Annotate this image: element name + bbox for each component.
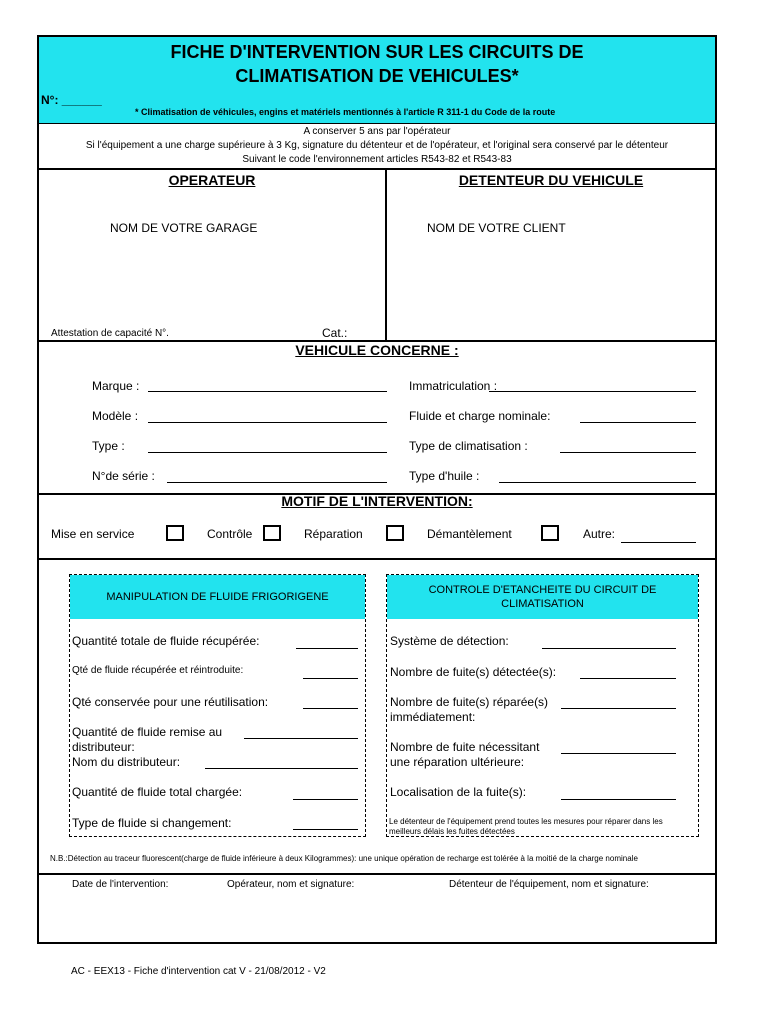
vehicule-heading: VEHICULE CONCERNE : <box>295 342 459 358</box>
detenteur-note <box>389 817 663 837</box>
conservation-notice <box>39 125 715 167</box>
fluide-charge-label: Fluide et charge nominale: <box>409 409 551 423</box>
serie-input[interactable] <box>167 482 387 483</box>
controle-heading-line2: CLIMATISATION <box>501 598 584 610</box>
notice-line2: Si l'équipement a une charge supérieure à 3 Kg, signature du détenteur et de l'opérateur, et l'original sera conservé par le détenteur <box>85 140 669 151</box>
qte-recuperee-input[interactable] <box>296 648 358 649</box>
marque-label: Marque : <box>92 379 140 393</box>
modele-input[interactable] <box>148 422 387 423</box>
form-title-line2: CLIMATISATION DE VEHICULES* <box>235 66 519 86</box>
manipulation-heading: MANIPULATION DE FLUIDE FRIGORIGENE <box>70 575 365 619</box>
demantelement-label: Démantèlement <box>427 527 512 541</box>
date-intervention-label: Date de l'intervention: <box>72 879 169 890</box>
footer-reference: AC - EEX13 - Fiche d'intervention cat V - 21/08/2012 - V2 <box>71 966 326 977</box>
fuites-ulterieure-label-2: une réparation ultérieure: <box>390 755 525 769</box>
fuites-detectees-input[interactable] <box>580 678 676 679</box>
qte-conservee-label: Qté conservée pour une réutilisation: <box>72 695 269 709</box>
notice-line3: Suivant le code l'environnement articles R543-82 et R543-83 <box>242 154 512 165</box>
demantelement-checkbox[interactable] <box>541 525 559 541</box>
qte-remise-label-2: distributeur: <box>72 740 135 754</box>
type-fluide-input[interactable] <box>293 829 358 830</box>
qte-chargee-label: Quantité de fluide total chargée: <box>72 785 243 799</box>
operateur-signature-label: Opérateur, nom et signature: <box>227 879 355 890</box>
localisation-input[interactable] <box>561 799 676 800</box>
systeme-input[interactable] <box>542 648 676 649</box>
modele-label: Modèle : <box>92 409 139 423</box>
cat-label: Cat.: <box>322 326 348 340</box>
fluide-charge-input[interactable] <box>580 422 696 423</box>
form-number-field[interactable]: N°: ______ <box>41 93 102 107</box>
divider <box>39 168 715 170</box>
autre-input[interactable] <box>621 542 696 543</box>
serie-label: N°de série : <box>92 469 155 483</box>
fuites-reparees-input[interactable] <box>561 708 676 709</box>
qte-reintroduite-input[interactable] <box>303 678 358 679</box>
controle-label: Contrôle <box>207 527 253 541</box>
qte-chargee-input[interactable] <box>293 799 358 800</box>
type-clim-label: Type de climatisation : <box>409 439 528 453</box>
column-divider <box>385 168 387 340</box>
qte-recuperee-label: Quantité totale de fluide récupérée: <box>72 634 260 648</box>
form-title-line1: FICHE D'INTERVENTION SUR LES CIRCUITS DE <box>170 42 584 62</box>
fuites-reparees-label-2: immédiatement: <box>390 710 476 724</box>
immatriculation-input[interactable] <box>489 391 696 392</box>
intervention-form <box>37 35 717 944</box>
divider <box>39 873 715 875</box>
immatriculation-label: Immatriculation : <box>409 379 498 393</box>
type-label: Type : <box>92 439 125 453</box>
type-huile-label: Type d'huile : <box>409 469 480 483</box>
controle-checkbox[interactable] <box>263 525 281 541</box>
autre-label: Autre: <box>583 527 616 541</box>
type-huile-input[interactable] <box>499 482 696 483</box>
nom-distributeur-label: Nom du distributeur: <box>72 755 181 769</box>
marque-input[interactable] <box>148 391 387 392</box>
nb-note: N.B.:Détection au traceur fluorescent(charge de fluide inférieure à deux Kilogrammes): une unique opération de recharge est tolérée à la moitié de la charge nominale <box>50 854 638 863</box>
type-clim-input[interactable] <box>560 452 696 453</box>
fuites-reparees-label-1: Nombre de fuite(s) réparée(s) <box>390 695 549 709</box>
motif-heading: MOTIF DE L'INTERVENTION: <box>281 493 473 509</box>
form-header <box>39 37 715 124</box>
controle-heading <box>387 575 698 619</box>
notice-line1: A conserver 5 ans par l'opérateur <box>303 126 451 137</box>
fuites-detectees-label: Nombre de fuite(s) détectée(s): <box>390 665 557 679</box>
qte-conservee-input[interactable] <box>303 708 358 709</box>
operateur-heading: OPERATEUR <box>168 172 256 188</box>
mise-en-service-checkbox[interactable] <box>166 525 184 541</box>
detenteur-heading: DETENTEUR DU VEHICULE <box>458 172 644 188</box>
detenteur-note-line2: meilleurs délais les fuites détectées <box>389 827 515 836</box>
systeme-label: Système de détection: <box>390 634 509 648</box>
reparation-label: Réparation <box>304 527 363 541</box>
qte-remise-label-1: Quantité de fluide remise au <box>72 725 223 739</box>
detenteur-note-line1: Le détenteur de l'équipement prend toutes les mesures pour réparer dans les <box>389 817 663 826</box>
type-fluide-label: Type de fluide si changement: <box>72 816 232 830</box>
type-input[interactable] <box>148 452 387 453</box>
reparation-checkbox[interactable] <box>386 525 404 541</box>
controle-heading-line1: CONTROLE D'ETANCHEITE DU CIRCUIT DE <box>428 584 657 596</box>
localisation-label: Localisation de la fuite(s): <box>390 785 527 799</box>
fuites-ulterieure-label-1: Nombre de fuite nécessitant <box>390 740 540 754</box>
detenteur-name: NOM DE VOTRE CLIENT <box>427 221 566 235</box>
detenteur-signature-label: Détenteur de l'équipement, nom et signature: <box>449 879 649 890</box>
qte-reintroduite-label: Qté de fluide récupérée et réintroduite: <box>72 665 244 676</box>
nom-distributeur-input[interactable] <box>205 768 358 769</box>
qte-remise-input[interactable] <box>244 738 358 739</box>
divider <box>39 558 715 560</box>
fuites-ulterieure-input[interactable] <box>561 753 676 754</box>
attestation-label: Attestation de capacité N°. <box>51 328 169 339</box>
operateur-name: NOM DE VOTRE GARAGE <box>110 221 258 235</box>
header-footnote: * Climatisation de véhicules, engins et matériels mentionnés à l'article R 311-1 du Code de la route <box>135 107 556 117</box>
mise-en-service-label: Mise en service <box>51 527 135 541</box>
